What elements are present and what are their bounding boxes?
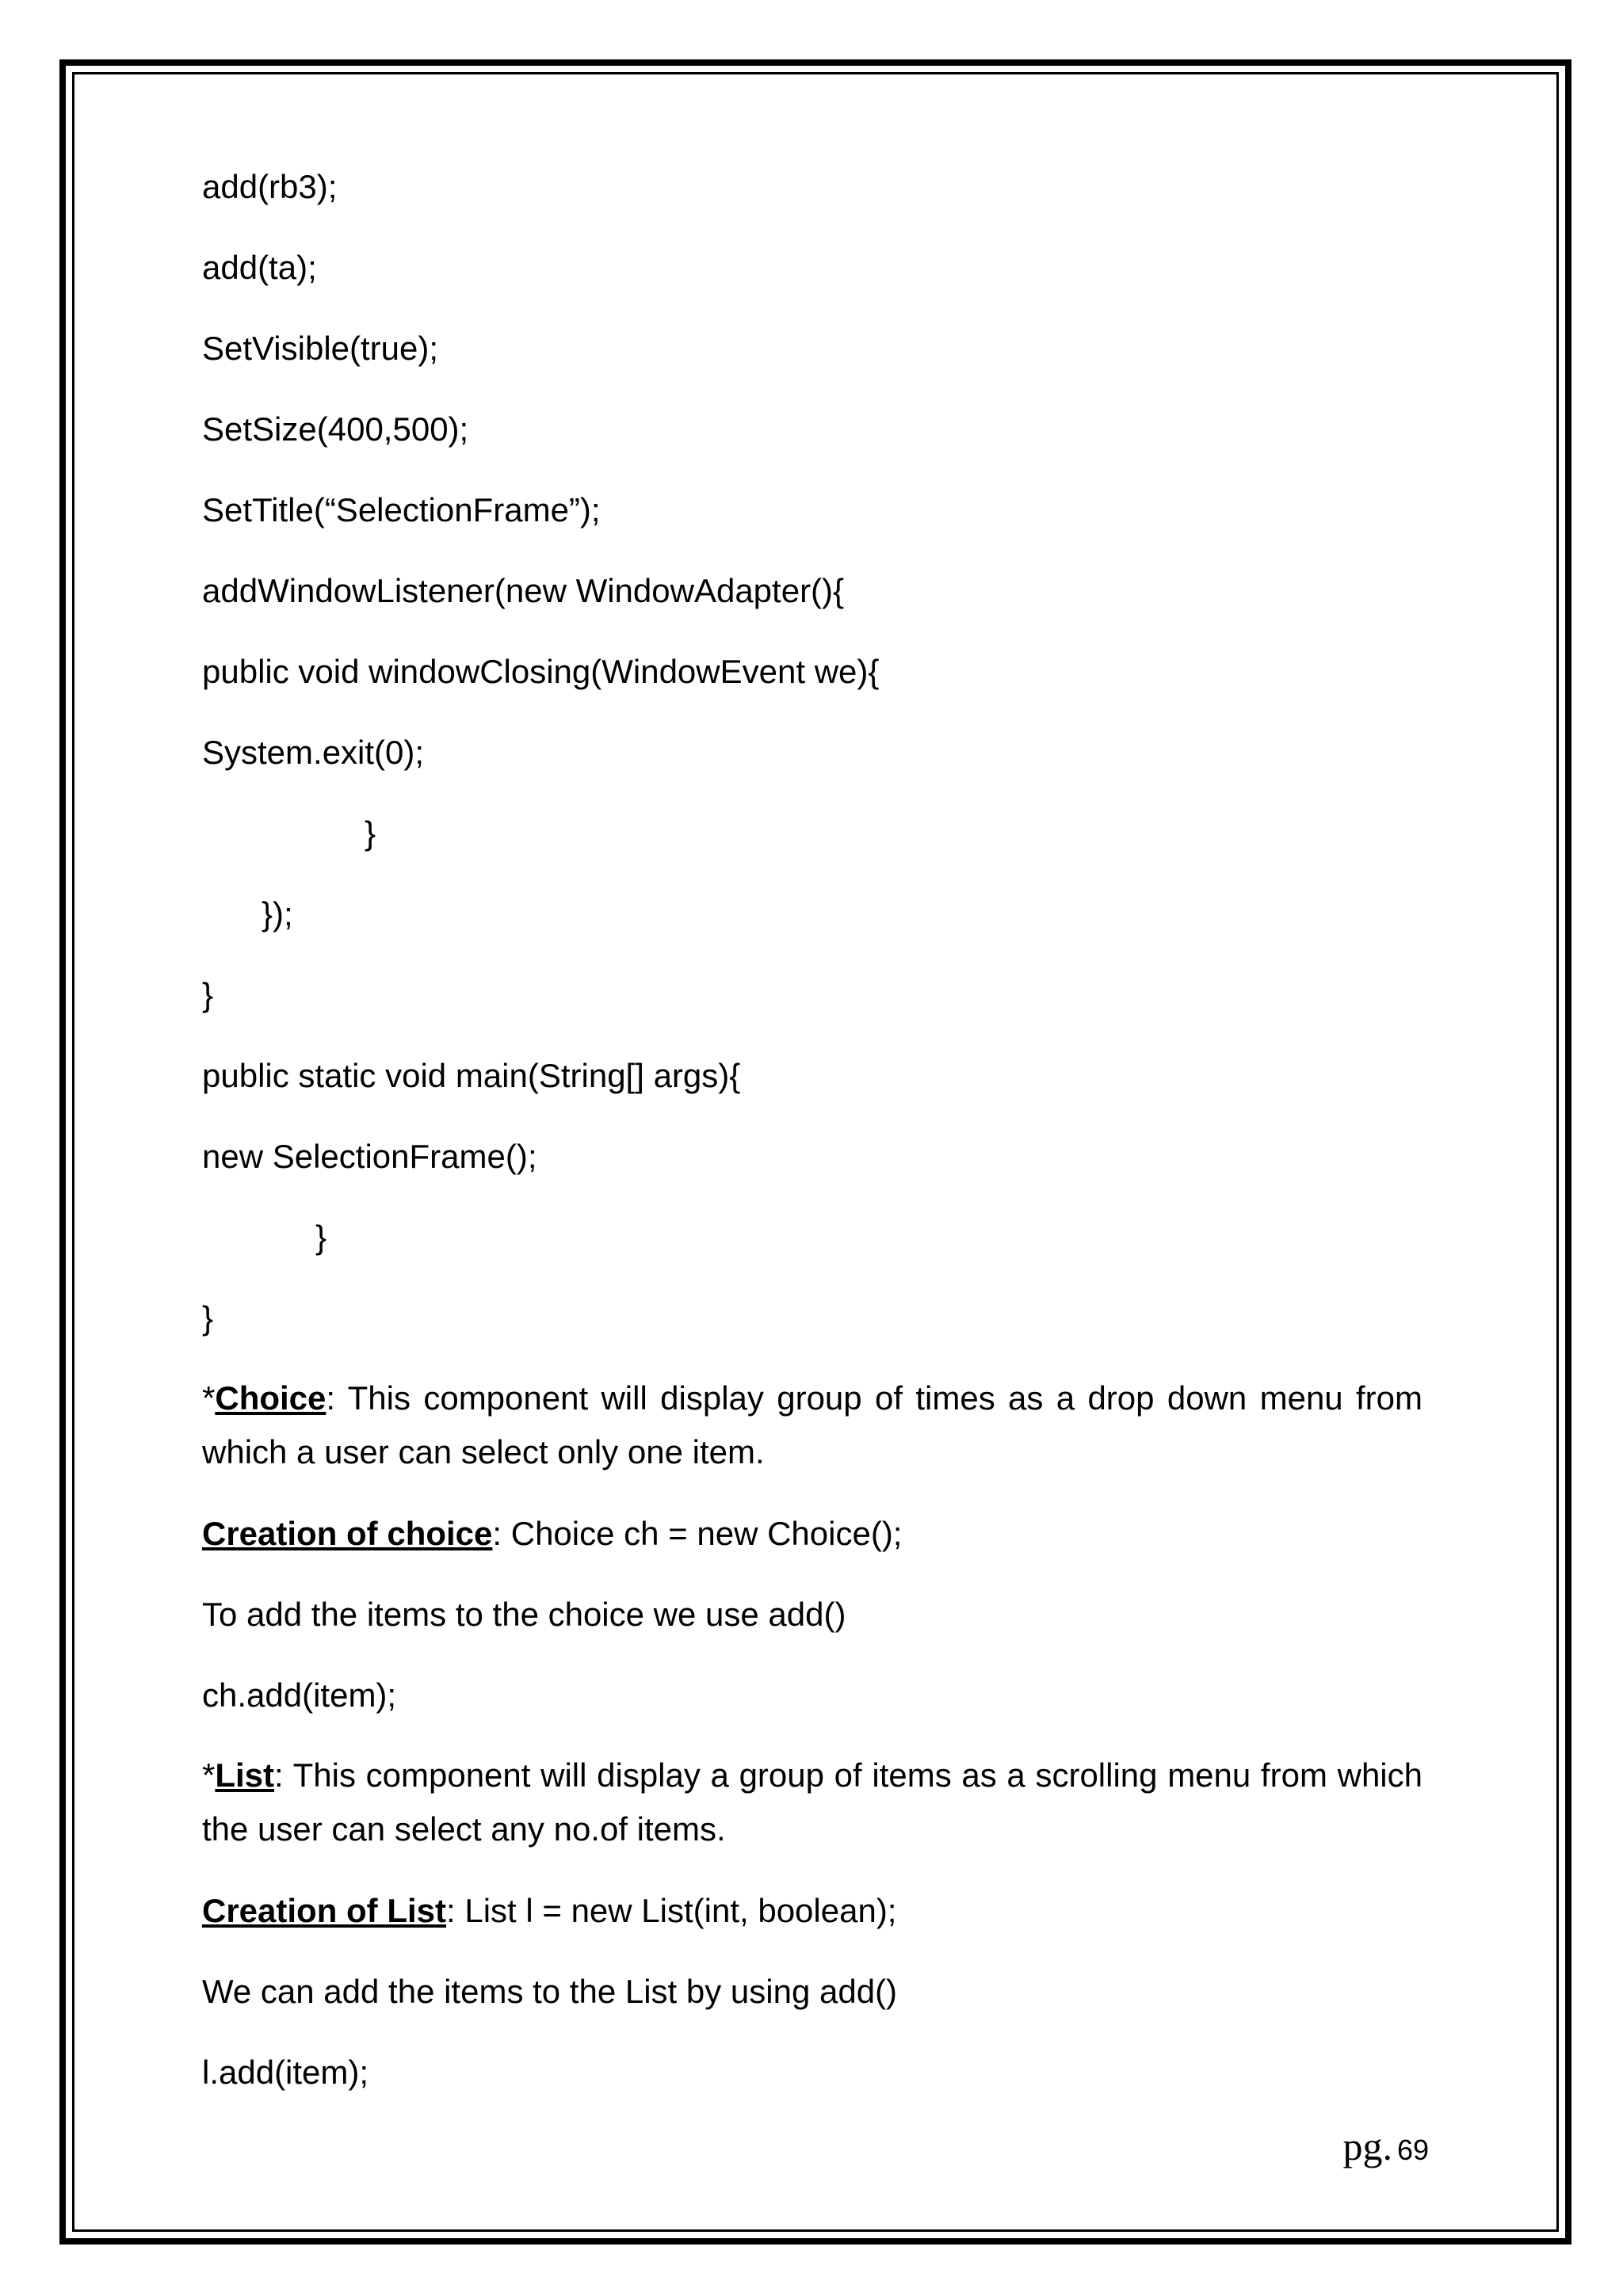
choice-creation-term: Creation of choice (202, 1515, 493, 1552)
choice-add-intro: To add the items to the choice we use add() (202, 1596, 846, 1633)
code-line: add(rb3); (202, 168, 338, 205)
page-number-value: 69 (1396, 2134, 1429, 2166)
code-line: SetSize(400,500); (202, 410, 469, 448)
list-add-intro: We can add the items to the List by using add() (202, 1973, 898, 2010)
choice-creation-text: : Choice ch = new Choice(); (492, 1515, 903, 1552)
choice-text: : This component will display group of times as a drop down menu from which a user can select only one item. (202, 1379, 1423, 1470)
code-line: } (202, 976, 214, 1013)
choice-add-code: ch.add(item); (202, 1676, 397, 1714)
code-line: } (202, 1299, 214, 1337)
code-line: } (365, 814, 376, 852)
list-prefix: * (202, 1756, 216, 1794)
list-creation-term: Creation of List (202, 1892, 447, 1929)
page-label: pg. (1342, 2124, 1392, 2168)
choice-prefix: * (202, 1379, 216, 1417)
code-line: addWindowListener(new WindowAdapter(){ (202, 572, 845, 609)
code-line: SetTitle(“SelectionFrame”); (202, 491, 601, 528)
list-creation (202, 1890, 896, 1932)
list-creation-text: : List l = new List(int, boolean); (446, 1892, 897, 1929)
code-line: } (315, 1219, 327, 1256)
page-number (1342, 2123, 1429, 2169)
code-line: SetVisible(true); (202, 330, 439, 367)
list-term: List (215, 1756, 275, 1794)
code-line: }); (262, 895, 293, 933)
list-definition (202, 1749, 1423, 1856)
choice-definition (202, 1371, 1423, 1479)
choice-creation (202, 1513, 902, 1554)
code-line: public void windowClosing(WindowEvent we){ (202, 653, 880, 690)
code-line: public static void main(String[] args){ (202, 1057, 741, 1094)
list-add-code: l.add(item); (202, 2054, 369, 2091)
code-line: add(ta); (202, 249, 317, 286)
code-line: new SelectionFrame(); (202, 1138, 537, 1175)
list-text: : This component will display a group of items as a scrolling menu from which the user can select any no.of items. (202, 1756, 1423, 1848)
choice-term: Choice (215, 1379, 327, 1417)
code-line: System.exit(0); (202, 734, 425, 771)
